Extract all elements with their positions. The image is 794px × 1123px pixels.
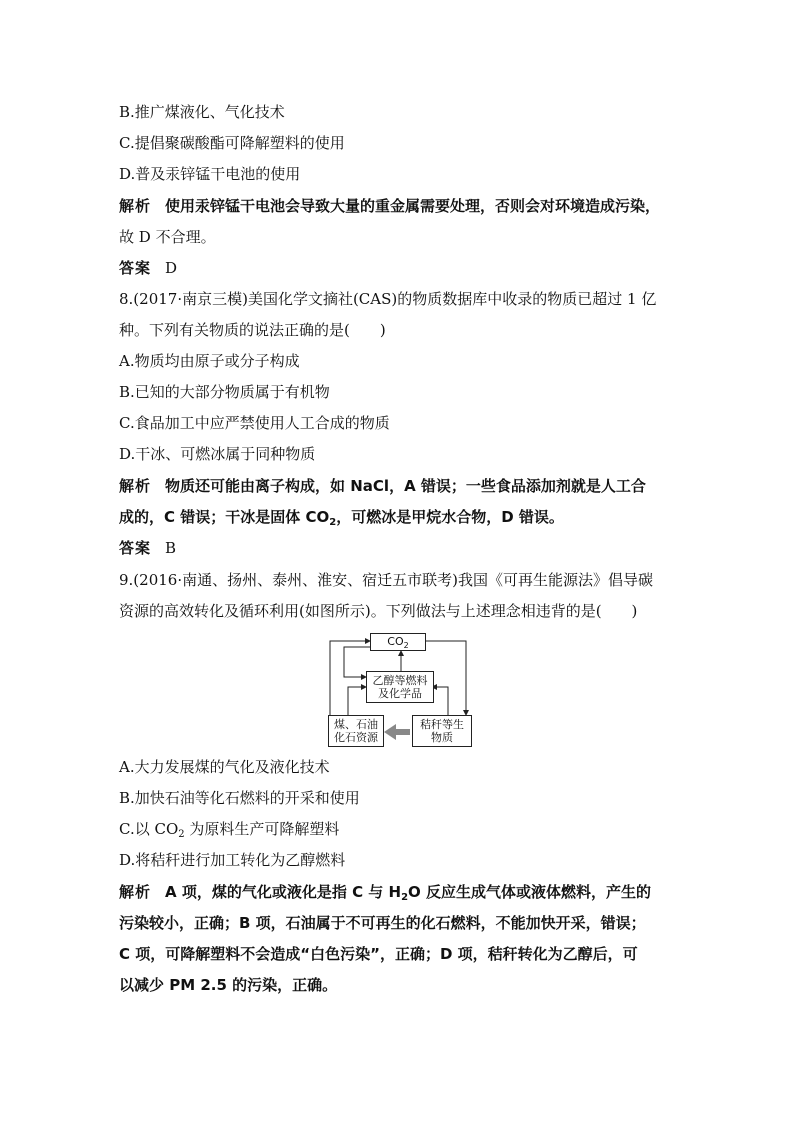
- option-text: 为原料生产可降解塑料: [184, 820, 340, 838]
- analysis-text: ，可燃冰是甲烷水合物，D 错误。: [336, 508, 564, 526]
- arrow-coal-to-co2: [330, 641, 370, 715]
- answer-label: 答案: [119, 539, 152, 557]
- subscript: 2: [403, 641, 409, 650]
- ethanol-label-line2: 及化学品: [378, 687, 422, 700]
- analysis-q9-cont2: C 项，可降解塑料不会造成“白色污染”，正确；D 项，秸秆转化为乙醇后，可: [119, 945, 638, 963]
- analysis-text: 成的，C 错误；干冰是固体 CO: [119, 508, 330, 526]
- answer-q8: [119, 538, 176, 558]
- co2-label: CO: [387, 635, 404, 648]
- subscript: 2: [178, 829, 185, 840]
- option-a-q9: A.大力发展煤的气化及液化技术: [119, 758, 330, 776]
- analysis-label: 解析: [119, 197, 152, 215]
- analysis-text: 使用汞锌锰干电池会导致大量的重金属需要处理，否则会对环境造成污染，: [165, 197, 661, 215]
- analysis-text: 物质还可能由离子构成，如 NaCl，A 错误；一些食品添加剂就是人工合: [165, 477, 646, 495]
- analysis-q7: [119, 196, 660, 216]
- option-d-q7: D.普及汞锌锰干电池的使用: [119, 165, 301, 183]
- question-9-stem-cont: 资源的高效转化及循环利用(如图所示)。下列做法与上述理念相违背的是( ): [119, 602, 638, 620]
- answer-label: 答案: [119, 259, 152, 277]
- ethanol-fuel-box: [366, 671, 434, 703]
- option-a-q8: A.物质均由原子或分子构成: [119, 352, 300, 370]
- co2-box: [370, 633, 426, 651]
- straw-label-line2: 物质: [431, 731, 453, 744]
- answer-value: B: [165, 539, 177, 557]
- fossil-resources-box: [328, 715, 384, 747]
- option-c-q9: [119, 819, 339, 839]
- analysis-q9: [119, 882, 651, 902]
- option-b-q9: B.加快石油等化石燃料的开采和使用: [119, 789, 360, 807]
- option-d-q9: D.将秸秆进行加工转化为乙醇燃料: [119, 851, 346, 869]
- analysis-q8-cont: [119, 507, 564, 527]
- arrow-coal-to-ethanol: [348, 687, 366, 715]
- question-8-stem: 8.(2017·南京三模)美国化学文摘社(CAS)的物质数据库中收录的物质已超过 1 亿: [119, 290, 657, 308]
- answer-value: D: [165, 259, 178, 277]
- option-b-q7: B.推广煤液化、气化技术: [119, 103, 285, 121]
- question-9-stem: 9.(2016·南通、扬州、泰州、淮安、宿迁五市联考)我国《可再生能源法》倡导碳: [119, 571, 653, 589]
- ethanol-label-line1: 乙醇等燃料: [372, 674, 428, 687]
- question-8-stem-cont: 种。下列有关物质的说法正确的是( ): [119, 321, 386, 339]
- subscript: 2: [329, 517, 337, 528]
- analysis-q9-cont3: 以减少 PM 2.5 的污染，正确。: [119, 976, 338, 994]
- analysis-label: 解析: [119, 883, 152, 901]
- analysis-q9-cont1: 污染较小，正确；B 项，石油属于不可再生的化石燃料，不能加快开采，错误；: [119, 914, 646, 932]
- option-c-q8: C.食品加工中应严禁使用人工合成的物质: [119, 414, 390, 432]
- subscript: 2: [401, 892, 409, 903]
- straw-label-line1: 秸秆等生: [420, 718, 464, 731]
- analysis-q7-cont: 故 D 不合理。: [119, 228, 216, 246]
- carbon-cycle-diagram: [326, 631, 476, 749]
- option-c-q7: C.提倡聚碳酸酯可降解塑料的使用: [119, 134, 345, 152]
- option-b-q8: B.已知的大部分物质属于有机物: [119, 383, 330, 401]
- biomass-box: [412, 715, 472, 747]
- option-text: C.以 CO: [119, 820, 179, 838]
- coal-label-line1: 煤、石油: [334, 718, 378, 731]
- answer-q7: [119, 258, 177, 278]
- analysis-text: O 反应生成气体或液体燃料，产生的: [408, 883, 652, 901]
- coal-label-line2: 化石资源: [334, 731, 378, 744]
- analysis-label: 解析: [119, 477, 152, 495]
- analysis-q8: [119, 476, 646, 496]
- option-d-q8: D.干冰、可燃冰属于同种物质: [119, 445, 316, 463]
- analysis-text: A 项，煤的气化或液化是指 C 与 H: [165, 883, 402, 901]
- arrow-straw-to-coal: [384, 724, 410, 740]
- arrow-straw-to-ethanol: [432, 687, 448, 715]
